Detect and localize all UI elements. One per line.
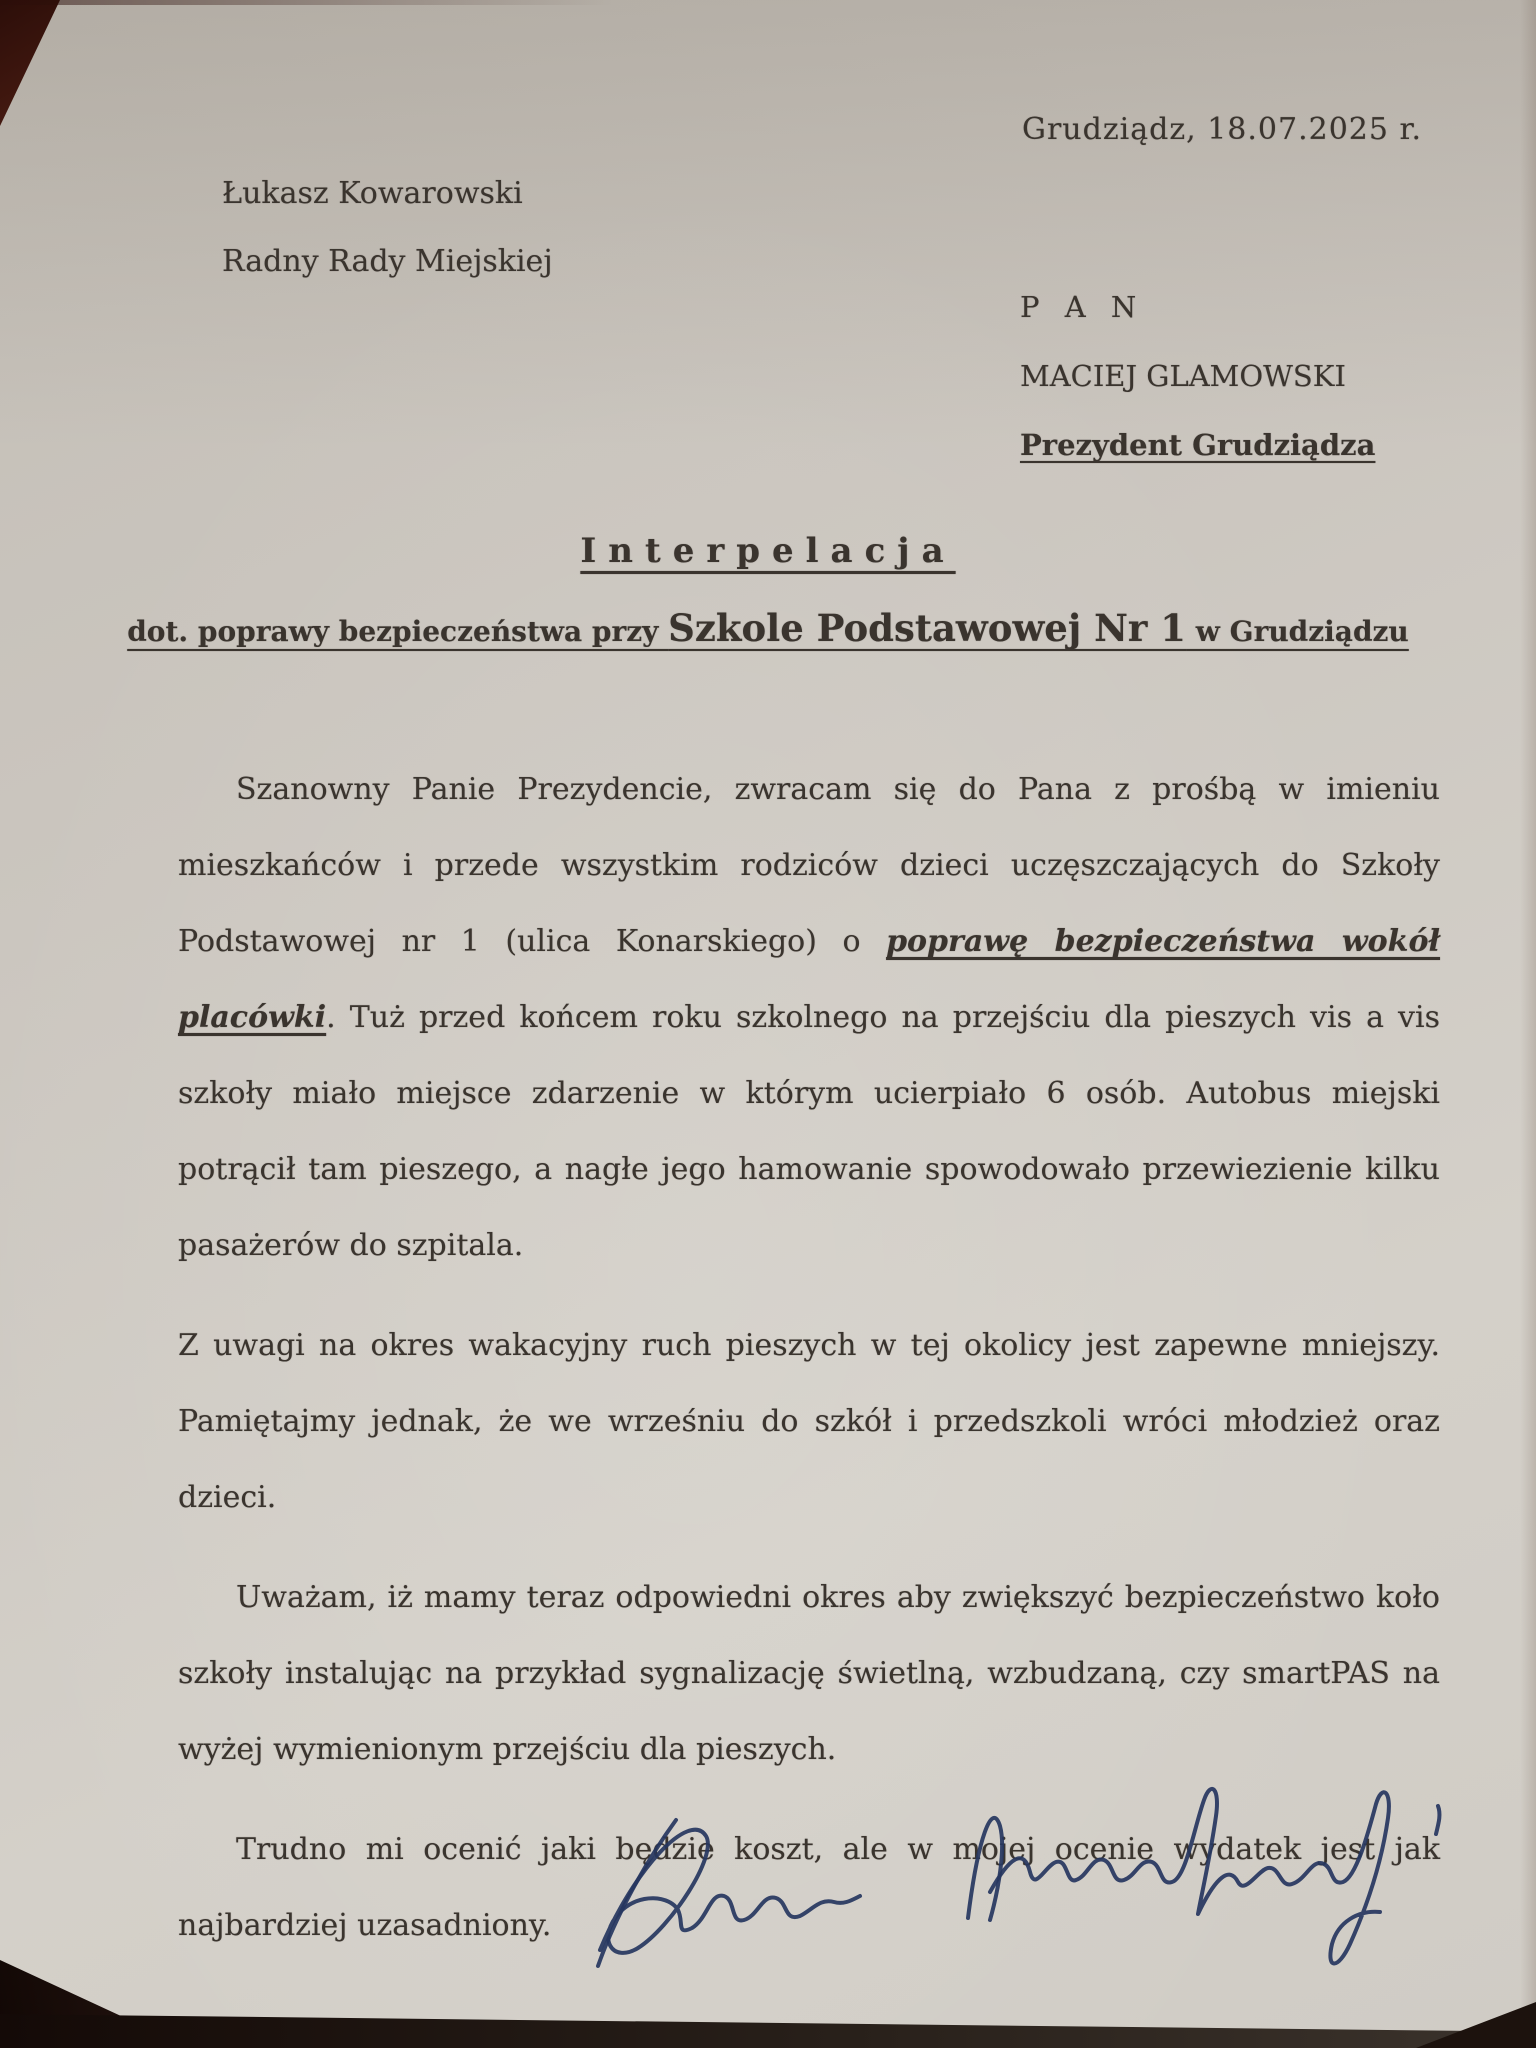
subject-prefix: dot. poprawy bezpieczeństwa przy [127, 615, 669, 648]
recipient-salutation: P A N [1020, 290, 1145, 324]
sender-name: Łukasz Kowarowski [222, 176, 523, 211]
recipient-block [1020, 290, 1375, 462]
letter-heading: Interpelacja [580, 531, 956, 571]
paragraph-1 [178, 752, 1440, 1284]
paragraph-1-text: Szanowny Panie Prezydencie, zwracam się do Pana z prośbą w imieniu mieszkańców i przede wszystkim rodziców dzieci uczęszczających do Szkoły Podstawowej nr 1 (ulica Konarskiego) o [178, 772, 1440, 959]
handwritten-signature-icon [548, 1772, 1468, 2042]
sender-role: Radny Rady Miejskiej [222, 244, 553, 279]
paragraph-1-text-after: . Tuż przed końcem roku szkolnego na przejściu dla pieszych vis a vis szkoły miało miejsce zdarzenie w którym ucierpiało 6 osób. Autobus miejski potrącił tam pieszego, a nagłe jego hamowanie spowodowało przewiezienie kilku pasażerów do szpitala. [178, 1000, 1440, 1263]
photo-edge-shadow-right [1520, 0, 1536, 2048]
paragraph-3: Uważam, iż mamy teraz odpowiedni okres aby zwiększyć bezpieczeństwo koło szkoły instalując na przykład sygnalizację świetlną, wzbudzaną, czy smartPAS na wyżej wymienionym przejściu dla pieszych. [178, 1580, 1440, 1767]
subject-line [0, 606, 1536, 650]
paragraph-1-emphasis: poprawę bezpieczeństwa wokół placówki [178, 924, 1441, 1035]
subject-suffix: w Grudziądzu [1186, 615, 1409, 648]
subject-highlight: Szkole Podstawowej Nr 1 [668, 606, 1187, 650]
paragraph-4: Trudno mi ocenić jaki będzie koszt, ale w mojej ocenie wydatek jest jak najbardziej uzasadniony. [178, 1832, 1440, 1943]
photo-edge-shadow-top [0, 0, 614, 5]
sender-block [222, 176, 553, 279]
place-and-date: Grudziądz, 18.07.2025 r. [1022, 112, 1423, 147]
recipient-name: MACIEJ GLAMOWSKI [1020, 359, 1346, 393]
paragraph-2: Z uwagi na okres wakacyjny ruch pieszych w tej okolicy jest zapewne mniejszy. Pamiętajmy jednak, że we wrześniu do szkół i przedszkoli wróci młodzież oraz dzieci. [178, 1328, 1440, 1515]
recipient-role: Prezydent Grudziądza [1020, 428, 1376, 462]
